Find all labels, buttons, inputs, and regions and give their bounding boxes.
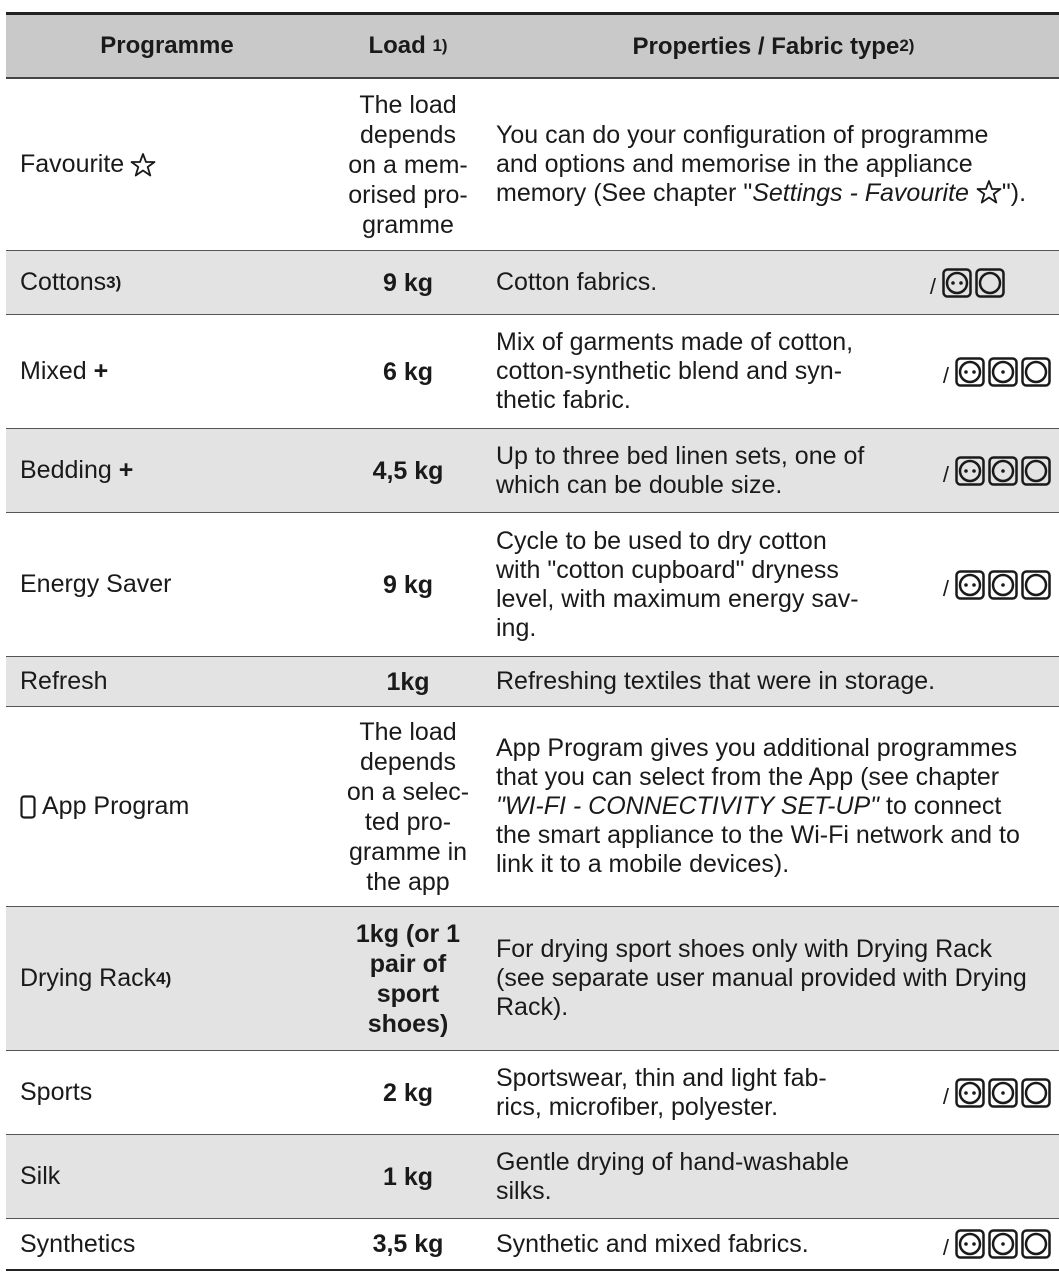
dryer-high-heat-icon (955, 456, 985, 486)
description-part: "). (1001, 179, 1027, 207)
description-part: to connect the smart appliance to the Wi-Fi network and to link it to a mobile devices). (496, 792, 1020, 878)
description-line: Gentle drying of hand-washable (496, 1147, 850, 1176)
table-row-mixed (6, 315, 1059, 429)
description-text (496, 328, 896, 415)
table-row-silk (6, 1135, 1059, 1219)
load-cell (328, 79, 488, 250)
programme-cell (6, 429, 328, 512)
table-row-app-program (6, 707, 1059, 907)
header-programme-label: Programme (100, 32, 234, 59)
smartphone-icon (20, 795, 36, 819)
header-load: Load 1) (368, 32, 448, 59)
programme-name: Favourite (20, 150, 125, 178)
description-text: Up to three bed linen sets, one of which can be double size. (496, 441, 865, 499)
load-cell: 3,5 kg (372, 1230, 444, 1258)
symbol-separator: / (942, 575, 949, 601)
load-cell (328, 707, 488, 906)
dryer-high-heat-icon (942, 268, 972, 298)
description-line: silks. (496, 1176, 552, 1205)
dryer-no-heat-icon (1021, 1078, 1051, 1108)
symbol-separator: / (942, 1083, 949, 1109)
programme-cell (6, 1051, 328, 1134)
description-line: cotton-synthetic blend and syn- (496, 357, 843, 385)
table-row-energy-saver (6, 513, 1059, 657)
description-text (496, 734, 1041, 879)
description-cell (488, 1219, 1059, 1269)
description-part: App Program gives you additional programmes that you can select from the App (see chapter (496, 734, 1018, 791)
care-symbols (943, 1078, 1051, 1108)
symbol-separator: / (942, 461, 949, 487)
programme-cell (6, 1135, 328, 1218)
description-cell (488, 429, 1059, 512)
description-line: level, with maximum energy sav- (496, 584, 859, 613)
programme-cell (6, 513, 328, 656)
load-cell: 9 kg (382, 570, 434, 599)
table-row-refresh (6, 657, 1059, 707)
table-row-cottons (6, 251, 1059, 315)
load-cell: 1kg (386, 667, 430, 696)
load-line: shoes) (367, 1009, 449, 1038)
load-cell: 6 kg (382, 357, 434, 386)
symbol-separator: / (929, 273, 936, 299)
description-text: Cotton fabrics. (496, 268, 658, 296)
programme-name: Sports (20, 1078, 93, 1106)
load-line: gramme (362, 210, 454, 239)
load-cell: 4,5 kg (372, 456, 444, 485)
load-line: sport (376, 979, 440, 1008)
dryer-high-heat-icon (955, 570, 985, 600)
programme-name: Drying Rack (20, 964, 157, 992)
dryer-low-heat-icon (988, 1078, 1018, 1108)
description-cell (488, 79, 1059, 250)
programme-cell (6, 707, 328, 906)
programme-name: Cottons (20, 268, 107, 296)
table-row-drying-rack (6, 907, 1059, 1051)
description-line: Sportswear, thin and light fab- (496, 1063, 827, 1092)
programme-name: App Program (42, 792, 190, 820)
description-text: For drying sport shoes only with Drying Rack (see separate user manual provided with Drying Rack). (496, 935, 1027, 1021)
table-row-synthetics (6, 1219, 1059, 1271)
care-symbols (943, 456, 1051, 486)
dryer-low-heat-icon (988, 570, 1018, 600)
chapter-reference: Settings - Favourite (752, 179, 969, 207)
programme-name: Silk (20, 1162, 61, 1190)
dryer-low-heat-icon (988, 1229, 1018, 1259)
description-line: rics, microfiber, polyester. (496, 1092, 779, 1121)
description-text: Synthetic and mixed fabrics. (496, 1229, 809, 1258)
load-cell: 1 kg (382, 1162, 434, 1191)
description-line: Cycle to be used to dry cotton (496, 526, 827, 555)
care-symbols (943, 1229, 1051, 1259)
description-line: thetic fabric. (496, 386, 631, 414)
load-line: on a mem- (348, 150, 468, 179)
description-cell (488, 1051, 1059, 1134)
dryer-high-heat-icon (955, 357, 985, 387)
care-symbols (943, 357, 1051, 387)
load-line: The load (359, 717, 457, 746)
symbol-separator: / (942, 1235, 949, 1260)
plus-marker: + (118, 456, 134, 484)
programme-table (6, 12, 1059, 1271)
programme-cell (6, 657, 328, 706)
programme-name: Energy Saver (20, 570, 172, 598)
programme-cell (6, 1219, 328, 1269)
programme-cell (6, 315, 328, 428)
description-line: ing. (496, 613, 537, 642)
programme-cell: Drying Rack 4) (20, 964, 172, 992)
description-text: Refreshing textiles that were in storage. (496, 667, 936, 695)
programme-cell: Cottons 3) (20, 268, 122, 296)
description-cell (488, 1135, 1059, 1218)
table-header (6, 15, 1059, 79)
care-symbols (943, 570, 1051, 600)
dryer-no-heat-icon (1021, 1229, 1051, 1259)
load-line: orised pro- (348, 180, 468, 209)
description-cell (488, 251, 1059, 314)
dryer-low-heat-icon (988, 357, 1018, 387)
load-line: on a selec- (346, 777, 470, 806)
programme-cell (6, 79, 328, 250)
care-symbols (930, 268, 1005, 298)
star-outline-icon (976, 179, 1002, 205)
load-cell (328, 907, 488, 1050)
load-line: pair of (369, 949, 447, 978)
plus-marker: + (93, 357, 109, 385)
load-line: The load (359, 90, 457, 119)
chapter-reference: "WI-FI - CONNECTIVITY SET-UP" (496, 792, 880, 820)
description-line: with "cotton cupboard" dryness (496, 555, 839, 584)
description-text (496, 1064, 896, 1122)
programme-name: Mixed (20, 357, 87, 385)
description-part: You can do your configuration of programme and options and memorise in the appliance memory (See chapter " (496, 121, 989, 207)
dryer-no-heat-icon (1021, 456, 1051, 486)
dryer-no-heat-icon (975, 268, 1005, 298)
dryer-no-heat-icon (1021, 570, 1051, 600)
description-text (496, 121, 1036, 208)
description-text (496, 527, 896, 643)
dryer-low-heat-icon (988, 456, 1018, 486)
load-line: the app (366, 867, 450, 896)
load-cell: 2 kg (382, 1078, 434, 1107)
load-line: depends (360, 747, 456, 776)
programme-name: Refresh (20, 667, 108, 695)
description-cell (488, 657, 1059, 706)
dryer-high-heat-icon (955, 1229, 985, 1259)
load-line: ted pro- (364, 807, 452, 836)
table-row-favourite (6, 79, 1059, 251)
description-cell (488, 513, 1059, 656)
symbol-separator: / (942, 362, 949, 388)
description-cell (488, 315, 1059, 428)
header-properties-label: Properties / Fabric type (632, 32, 900, 60)
dryer-no-heat-icon (1021, 357, 1051, 387)
table-row-sports (6, 1051, 1059, 1135)
load-line: 1kg (or 1 (355, 919, 461, 948)
programme-name: Synthetics (20, 1229, 136, 1258)
table-row-bedding (6, 429, 1059, 513)
load-line: depends (360, 120, 456, 149)
programme-name: Bedding (20, 456, 112, 484)
description-cell (488, 907, 1059, 1050)
dryer-high-heat-icon (955, 1078, 985, 1108)
description-cell (488, 707, 1059, 906)
load-line: gramme in (348, 837, 468, 866)
header-programme (6, 15, 328, 77)
description-text (496, 1148, 896, 1206)
header-properties: Properties / Fabric type 2) (632, 32, 915, 60)
star-outline-icon (130, 152, 156, 178)
load-cell: 9 kg (382, 268, 434, 297)
description-line: Mix of garments made of cotton, (496, 328, 854, 356)
header-load-label: Load (368, 32, 426, 59)
